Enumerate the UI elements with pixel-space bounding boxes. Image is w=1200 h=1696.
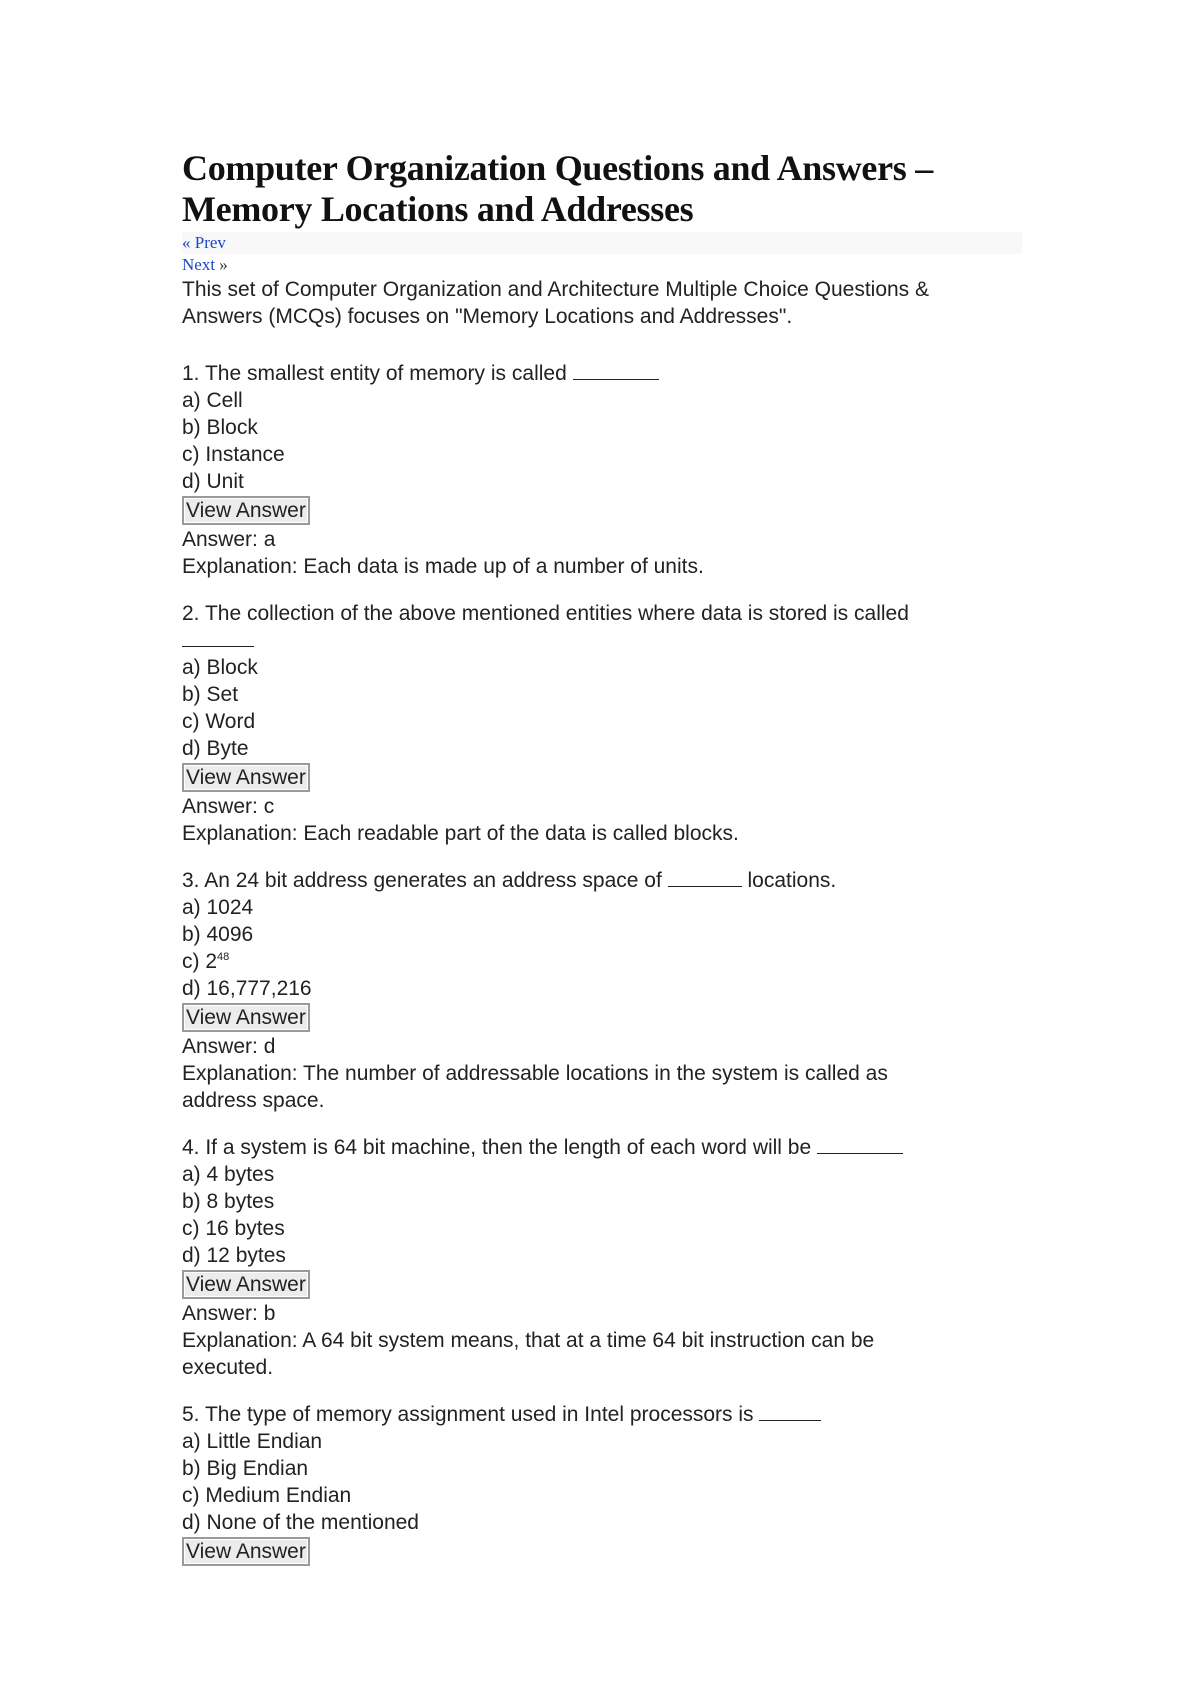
question-3 <box>182 867 1032 1114</box>
question-4 <box>182 1134 1032 1381</box>
next-arrow: » <box>219 255 228 274</box>
view-answer-button[interactable]: View Answer <box>182 763 310 792</box>
view-answer-button[interactable]: View Answer <box>182 1270 310 1299</box>
answer-text: Answer: c <box>182 795 275 818</box>
question-5 <box>182 1401 1032 1567</box>
prev-link[interactable] <box>182 233 226 252</box>
question-text: 3. An 24 bit address generates an address space of locations. <box>182 869 837 892</box>
explanation-text-cont: address space. <box>182 1089 325 1112</box>
option-c: c) Instance <box>182 443 285 466</box>
explanation-text: Explanation: Each data is made up of a number of units. <box>182 555 704 578</box>
intro-line-1: This set of Computer Organization and Architecture Multiple Choice Questions & <box>182 278 930 301</box>
next-label: Next <box>182 255 216 274</box>
document-page <box>182 148 1032 1587</box>
option-b: b) Block <box>182 416 258 439</box>
option-a: a) Cell <box>182 389 243 412</box>
answer-blank <box>668 869 742 887</box>
answer-text: Answer: d <box>182 1035 276 1058</box>
option-a: a) Little Endian <box>182 1430 323 1453</box>
option-a: a) 1024 <box>182 896 254 919</box>
view-answer-button[interactable]: View Answer <box>182 496 310 525</box>
answer-blank <box>759 1403 821 1421</box>
next-row <box>182 254 1022 276</box>
answer-blank <box>182 629 254 647</box>
option-d: d) Unit <box>182 470 244 493</box>
option-d: d) None of the mentioned <box>182 1511 419 1534</box>
option-b: b) Set <box>182 683 239 706</box>
title-line-2: Memory Locations and Addresses <box>182 189 694 229</box>
exponent: 48 <box>217 951 230 963</box>
prev-arrow: « <box>182 233 191 252</box>
option-c: c) Word <box>182 710 256 733</box>
explanation-text: Explanation: The number of addressable locations in the system is called as <box>182 1062 888 1085</box>
answer-text: Answer: b <box>182 1302 276 1325</box>
question-text: 2. The collection of the above mentioned entities where data is stored is called <box>182 602 909 625</box>
answer-blank <box>573 362 659 380</box>
option-d: d) Byte <box>182 737 249 760</box>
prev-row <box>182 232 1022 254</box>
option-c: c) 16 bytes <box>182 1217 285 1240</box>
explanation-text: Explanation: Each readable part of the data is called blocks. <box>182 822 739 845</box>
option-c: c) Medium Endian <box>182 1484 352 1507</box>
intro-paragraph <box>182 276 1032 330</box>
option-b: b) 4096 <box>182 923 254 946</box>
answer-blank <box>817 1136 903 1154</box>
next-link[interactable] <box>182 255 228 274</box>
title-line-1: Computer Organization Questions and Answers – <box>182 148 933 188</box>
intro-line-2: Answers (MCQs) focuses on "Memory Locations and Addresses". <box>182 305 793 328</box>
answer-text: Answer: a <box>182 528 276 551</box>
option-c: c) $2^{48}$ <box>182 950 230 973</box>
option-b: b) 8 bytes <box>182 1190 275 1213</box>
view-answer-button[interactable]: View Answer <box>182 1537 310 1566</box>
option-a: a) 4 bytes <box>182 1163 275 1186</box>
explanation-text-cont: executed. <box>182 1356 274 1379</box>
option-b: b) Big Endian <box>182 1457 309 1480</box>
explanation-text: Explanation: A 64 bit system means, that at a time 64 bit instruction can be <box>182 1329 875 1352</box>
option-d: d) 16,777,216 <box>182 977 312 1000</box>
page-title <box>182 148 1032 230</box>
answer-blank-line <box>182 627 1032 654</box>
question-1 <box>182 360 1032 580</box>
option-a: a) Block <box>182 656 258 679</box>
prev-label: Prev <box>194 233 226 252</box>
question-text: 1. The smallest entity of memory is called <box>182 360 1032 387</box>
question-text: 4. If a system is 64 bit machine, then the length of each word will be <box>182 1134 1032 1161</box>
option-d: d) 12 bytes <box>182 1244 286 1267</box>
question-text: 5. The type of memory assignment used in Intel processors is <box>182 1401 1032 1428</box>
prev-next-nav <box>182 232 1032 276</box>
view-answer-button[interactable]: View Answer <box>182 1003 310 1032</box>
question-2 <box>182 600 1032 847</box>
